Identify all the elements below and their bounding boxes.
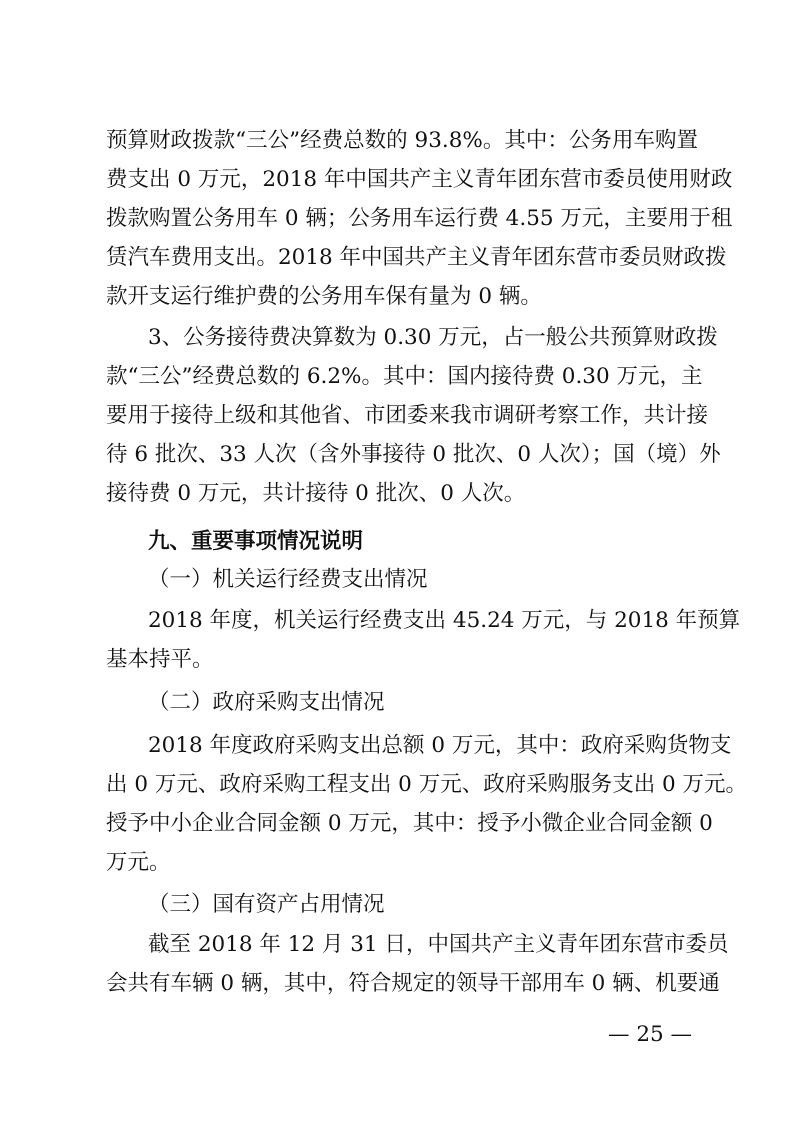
paragraph-line: 基本持平。 (106, 647, 214, 672)
paragraph-line: 预算财政拨款“三公”经费总数的 93.8%。其中：公务用车购置 (106, 128, 698, 153)
paragraph-line: 费支出 0 万元，2018 年中国共产主义青年团东营市委员使用财政 (106, 167, 733, 192)
paragraph-line: 2018 年度，机关运行经费支出 45.24 万元，与 2018 年预算 (148, 608, 741, 633)
paragraph-line: 出 0 万元、政府采购工程支出 0 万元、政府采购服务支出 0 万元。 (106, 772, 748, 797)
subsection-heading: （一）机关运行经费支出情况 (148, 567, 428, 592)
section-heading: 九、重要事项情况说明 (148, 529, 364, 554)
paragraph-line: 赁汽车费用支出。2018 年中国共产主义青年团东营市委员财政拨 (106, 245, 727, 270)
paragraph-line: 要用于接待上级和其他省、市团委来我市调研考察工作，共计接 (106, 403, 709, 428)
paragraph-line: 会共有车辆 0 辆，其中，符合规定的领导干部用车 0 辆、机要通 (106, 971, 720, 996)
paragraph-line: 授予中小企业合同金额 0 万元，其中：授予小微企业合同金额 0 (106, 811, 713, 836)
paragraph-line: 3、公务接待费决算数为 0.30 万元，占一般公共预算财政拨 (148, 325, 718, 350)
paragraph-line: 截至 2018 年 12 月 31 日，中国共产主义青年团东营市委员 (148, 932, 729, 957)
paragraph-line: 2018 年度政府采购支出总额 0 万元，其中：政府采购货物支 (148, 733, 732, 758)
paragraph-line: 接待费 0 万元，共计接待 0 批次、0 人次。 (106, 481, 526, 506)
paragraph-line: 款开支运行维护费的公务用车保有量为 0 辆。 (106, 284, 542, 309)
paragraph-line: 待 6 批次、33 人次（含外事接待 0 批次、0 人次）；国（境）外 (106, 442, 721, 467)
subsection-heading: （二）政府采购支出情况 (148, 690, 385, 715)
subsection-heading: （三）国有资产占用情况 (148, 892, 385, 917)
paragraph-line: 拨款购置公务用车 0 辆；公务用车运行费 4.55 万元，主要用于租 (106, 206, 733, 231)
paragraph-line: 款“三公”经费总数的 6.2%。其中：国内接待费 0.30 万元，主 (106, 364, 703, 389)
paragraph-line: 万元。 (106, 850, 171, 875)
page-number: — 25 — (608, 1022, 693, 1047)
